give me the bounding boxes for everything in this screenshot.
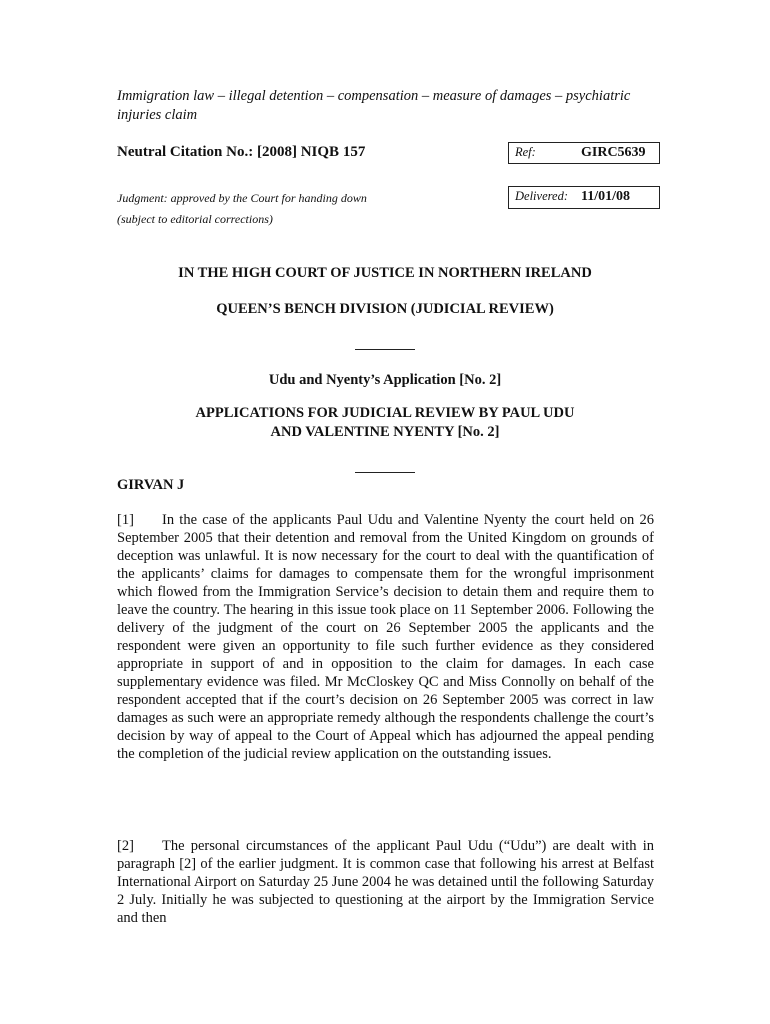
subject-keywords: Immigration law – illegal detention – compensation – measure of damages – psychiatric injuries claim	[117, 88, 631, 123]
divider	[355, 349, 415, 350]
paragraph-text: The personal circumstances of the applicant Paul Udu (“Udu”) are dealt with in paragraph [2] of the earlier judgment. It is common case that following his arrest at Belfast International Airport on Saturday 25 June 2004 he was detained until the following Saturday 2 July. Initially he was subjected to questioning at the airport by the Immigration Service and then	[117, 838, 654, 926]
approval-line-2: (subject to editorial corrections)	[117, 212, 273, 226]
ref-label: Ref:	[515, 145, 536, 159]
paragraph-2	[117, 837, 654, 927]
approval-line-1: Judgment: approved by the Court for handing down	[117, 191, 367, 205]
paragraph-1	[117, 511, 654, 763]
paragraph-number: [2]	[117, 838, 134, 854]
delivered-value: 11/01/08	[581, 189, 631, 204]
delivered-box	[508, 186, 660, 209]
judge-name: GIRVAN J	[117, 477, 185, 493]
applications-line-1: APPLICATIONS FOR JUDICIAL REVIEW BY PAUL UDU	[195, 405, 575, 421]
court-name: IN THE HIGH COURT OF JUSTICE IN NORTHERN IRELAND	[178, 265, 592, 281]
paragraph-number: [1]	[117, 512, 134, 528]
neutral-citation: Neutral Citation No.: [2008] NIQB 157	[117, 144, 366, 160]
paragraph-text: In the case of the applicants Paul Udu and Valentine Nyenty the court held on 26 September 2005 that their detention and removal from the United Kingdom on grounds of deception was unlawful. It is now necessary for the court to deal with the quantification of the applicants’ claims for damages to compensate them for the wrongful imprisonment which flowed from the Immigration Service’s decision to detain them and require them to leave the country. The hearing in this issue took place on 11 September 2006. Following the delivery of the judgment of the court on 26 September 2005 the applicants and the respondent were given an opportunity to file such further evidence as they considered appropriate in support of and in opposition to the claim for damages. In each case supplementary evidence was filed. Mr McCloskey QC and Miss Connolly on behalf of the respondent accepted that if the court’s decision on 26 September 2005 was correct in law damages as such were an appropriate remedy although the respondents challenge the court’s decision by way of appeal to the Court of Appeal which has adjourned the appeal pending the completion of the judicial review application on the outstanding issues.	[117, 512, 654, 762]
case-title: Udu and Nyenty’s Application [No. 2]	[268, 372, 502, 388]
applications-line-2: AND VALENTINE NYENTY [No. 2]	[270, 424, 500, 440]
divider	[355, 472, 415, 473]
applications-heading	[117, 404, 653, 442]
reference-box	[508, 142, 660, 164]
delivered-label: Delivered:	[515, 189, 568, 203]
court-division: QUEEN’S BENCH DIVISION (JUDICIAL REVIEW)	[216, 301, 554, 317]
ref-value: GIRC5639	[581, 145, 646, 160]
approval-note	[117, 188, 497, 230]
